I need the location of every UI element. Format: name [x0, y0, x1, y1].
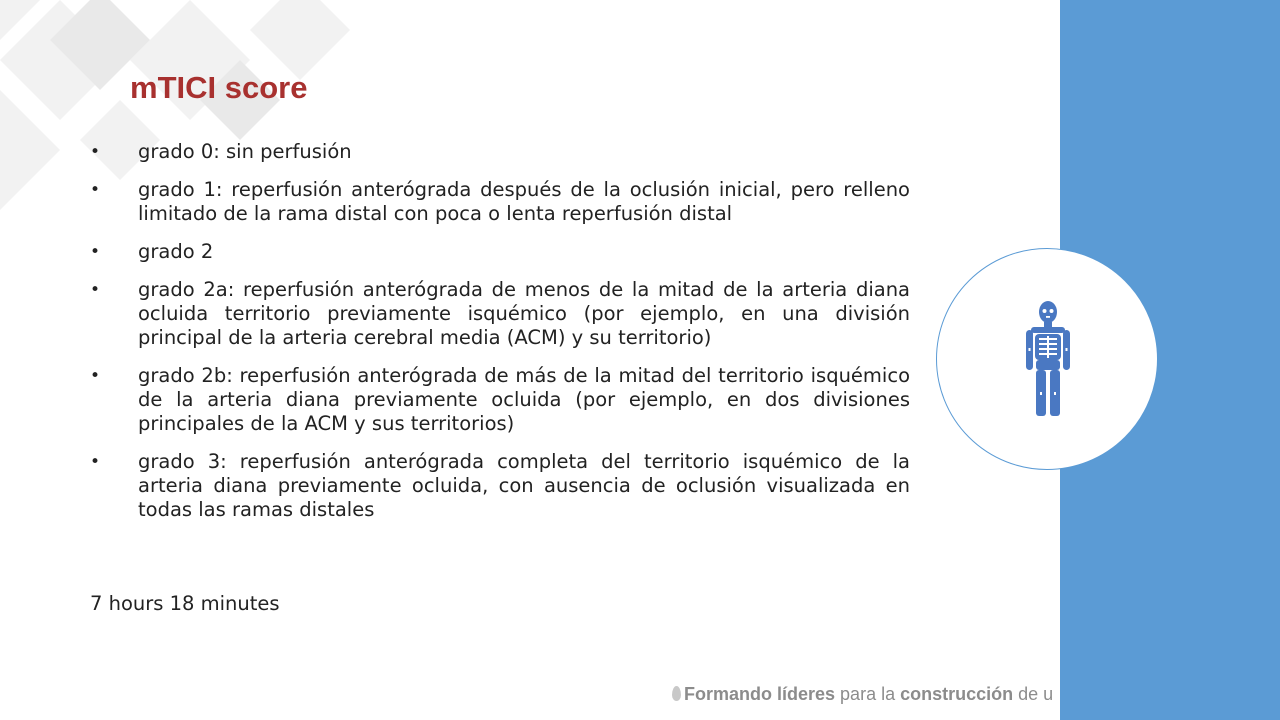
- bullet-item: [90, 178, 910, 226]
- bullet-text: grado 3: reperfusión anterógrada completa del territorio isquémico de la arteria diana previamente ocluida, con ausencia de oclusión visualizada en todas las ramas distales: [138, 450, 910, 521]
- bullet-point: •: [90, 142, 101, 162]
- footer-part-2: para la: [840, 684, 896, 704]
- slide-title: mTICI score: [130, 70, 308, 105]
- bullet-list: [90, 140, 910, 536]
- bullet-text: grado 2: [138, 240, 214, 263]
- bullet-item: [90, 140, 910, 164]
- bullet-point: •: [90, 280, 101, 300]
- bullet-point: •: [90, 452, 101, 472]
- footer-slogan: [672, 680, 1060, 710]
- bullet-text: grado 0: sin perfusión: [138, 140, 352, 163]
- bullet-item: [90, 278, 910, 350]
- footer-part-4: de u: [1018, 684, 1054, 704]
- bullet-text: grado 2b: reperfusión anterógrada de más de la mitad del territorio isquémico de la arteria diana previamente ocluida (por ejemplo, en dos divisiones principales de la ACM y sus territorios): [138, 364, 910, 435]
- duration-text: 7 hours 18 minutes: [90, 592, 280, 615]
- bullet-item: [90, 450, 910, 522]
- bullet-point: •: [90, 180, 101, 200]
- bullet-point: •: [90, 242, 101, 262]
- bullet-text: grado 2a: reperfusión anterógrada de menos de la mitad de la arteria diana ocluida territorio previamente isquémico (por ejemplo, en una división principal de la arteria cerebral media (ACM) y su territorio): [138, 278, 910, 349]
- bullet-item: [90, 364, 910, 436]
- footer-part-1: Formando líderes: [684, 684, 836, 704]
- drop-logo-icon: [672, 686, 681, 701]
- bullet-item: [90, 240, 910, 264]
- footer-part-3: construcción: [900, 684, 1014, 704]
- skeleton-icon: [1016, 300, 1080, 420]
- bullet-text: grado 1: reperfusión anterógrada después de la oclusión inicial, pero relleno limitado de la rama distal con poca o lenta reperfusión distal: [138, 178, 910, 225]
- bullet-point: •: [90, 366, 101, 386]
